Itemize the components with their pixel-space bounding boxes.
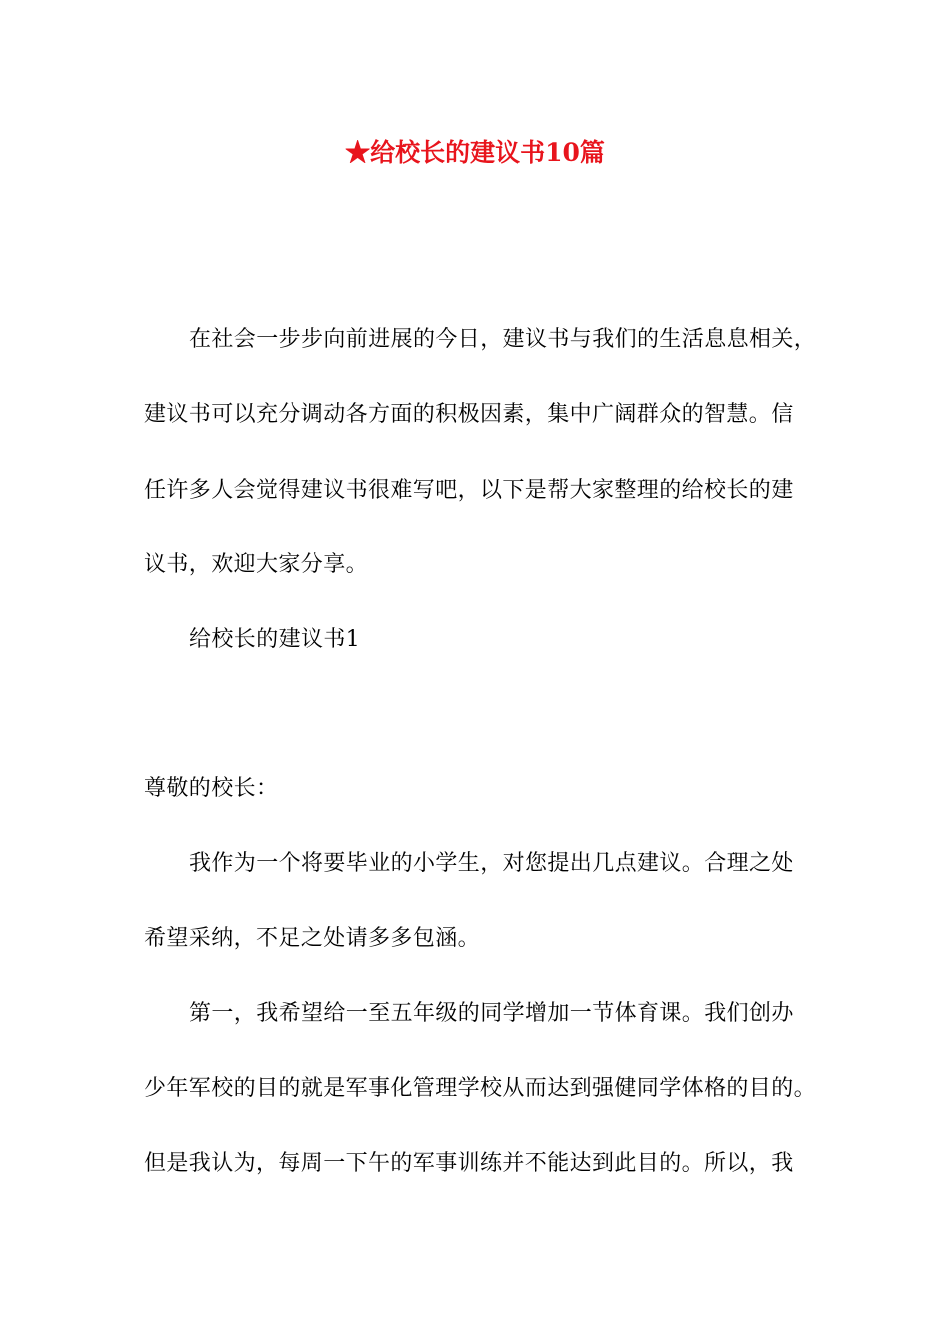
intro-line-3: 任许多人会觉得建议书很难写吧，以下是帮大家整理的给校长的建	[144, 478, 794, 503]
para1-line-2: 希望采纳，不足之处请多多包涵。	[144, 926, 481, 951]
para2-line-2: 少年军校的目的就是军事化管理学校从而达到强健同学体格的目的。	[144, 1076, 817, 1101]
para2-line-1: 第一，我希望给一至五年级的同学增加一节体育课。我们创办	[189, 1001, 794, 1026]
section-heading: 给校长的建议书1	[189, 627, 361, 652]
para1-line-1: 我作为一个将要毕业的小学生，对您提出几点建议。合理之处	[189, 851, 794, 876]
intro-line-4: 议书，欢迎大家分享。	[144, 552, 369, 577]
salutation: 尊敬的校长：	[144, 776, 279, 801]
intro-line-2: 建议书可以充分调动各方面的积极因素，集中广阔群众的智慧。信	[144, 402, 794, 427]
intro-line-1: 在社会一步步向前进展的今日，建议书与我们的生活息息相关，	[189, 327, 817, 352]
para2-line-3: 但是我认为，每周一下午的军事训练并不能达到此目的。所以，我	[144, 1151, 794, 1176]
document-title: ★给校长的建议书10篇	[345, 138, 605, 167]
